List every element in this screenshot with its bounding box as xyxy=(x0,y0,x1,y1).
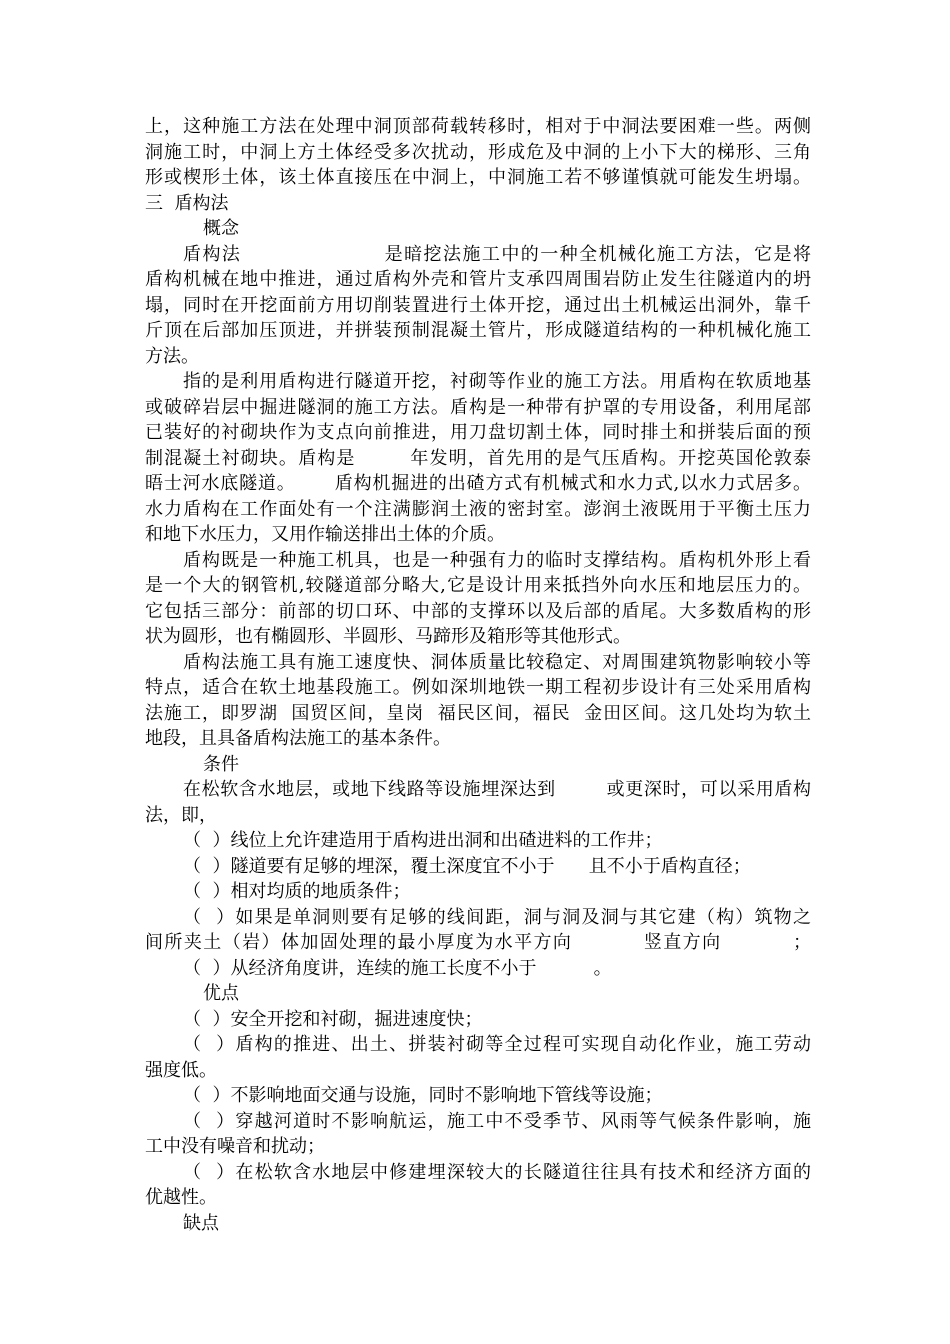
text-line: 优点 xyxy=(203,983,239,1004)
text-line: 间所夹土（岩）体加固处理的最小厚度为水平方向 竖直方向 ； xyxy=(145,932,811,953)
text-line: 概念 xyxy=(203,218,239,239)
text-line: 三 盾构法 xyxy=(145,192,229,214)
text-line: 指的是利用盾构进行隧道开挖，衬砌等作业的施工方法。用盾构在软质地基 xyxy=(183,371,811,392)
text-line: 它包括三部分：前部的切口环、中部的支撑环以及后部的盾尾。大多数盾构的形 xyxy=(145,600,811,622)
text-line: 法，即， xyxy=(145,804,217,826)
text-line: 盾构法施工具有施工速度快、洞体质量比较稳定、对周围建筑物影响较小等 xyxy=(183,651,811,673)
text-line: 强度低。 xyxy=(145,1059,217,1081)
text-line: （ ）从经济角度讲，连续的施工长度不小于 。 xyxy=(183,957,612,979)
text-line: 工中没有噪音和扰动； xyxy=(145,1136,325,1157)
text-line: 是一个大的钢管机,较隧道部分略大,它是设计用来抵挡外向水压和地层压力的。 xyxy=(145,575,811,596)
text-line: （ ）线位上允许建造用于盾构进出洞和出碴进料的工作井； xyxy=(183,830,663,851)
document-page xyxy=(145,114,811,1236)
text-line: 法施工，即罗湖 国贸区间，皇岗 福民区间，福民 金田区间。这几处均为软土 xyxy=(145,702,811,724)
text-line: （ ）在松软含水地层中修建埋深较大的长隧道往往具有技术和经济方面的 xyxy=(183,1161,811,1183)
text-line: 制混凝土衬砌块。盾构是 年发明，首先用的是气压盾构。开挖英国伦敦泰 xyxy=(145,447,811,469)
text-line: （ ）隧道要有足够的埋深，覆土深度宜不小于 且不小于盾构直径； xyxy=(183,855,751,877)
text-line: 晤士河水底隧道。 盾构机掘进的出碴方式有机械式和水力式,以水力式居多。 xyxy=(145,473,811,494)
text-line: 盾构法 是暗挖法施工中的一种全机械化施工方法，它是将 xyxy=(183,243,811,265)
text-line: （ ）相对均质的地质条件； xyxy=(183,881,411,902)
text-line: 上，这种施工方法在处理中洞顶部荷载转移时，相对于中洞法要困难一些。两侧 xyxy=(145,116,811,137)
text-line: 盾构既是一种施工机具，也是一种强有力的临时支撑结构。盾构机外形上看 xyxy=(183,549,811,571)
text-line: 洞施工时，中洞上方土体经受多次扰动，形成危及中洞的上小下大的梯形、三角 xyxy=(145,141,811,163)
text-line: 缺点 xyxy=(183,1212,219,1234)
text-line: 地段，且具备盾构法施工的基本条件。 xyxy=(145,728,451,749)
text-line: 斤顶在后部加压顶进，并拼装预制混凝土管片，形成隧道结构的一种机械化施工 xyxy=(145,320,811,341)
text-line: 方法。 xyxy=(145,345,199,367)
text-line: （ ）如果是单洞则要有足够的线间距，洞与洞及洞与其它建（构）筑物之 xyxy=(183,906,811,928)
text-line: 条件 xyxy=(203,753,239,775)
text-line: （ ）穿越河道时不影响航运，施工中不受季节、风雨等气候条件影响，施 xyxy=(183,1110,811,1132)
text-line: 盾构机械在地中推进，通过盾构外壳和管片支承四周围岩防止发生往隧道内的坍 xyxy=(145,269,811,290)
text-line: 特点，适合在软土地基段施工。例如深圳地铁一期工程初步设计有三处采用盾构 xyxy=(145,677,811,698)
text-line: 或破碎岩层中掘进隧洞的施工方法。盾构是一种带有护罩的专用设备，利用尾部 xyxy=(145,396,811,418)
text-line: 优越性。 xyxy=(145,1187,217,1208)
text-line: 塌，同时在开挖面前方用切削装置进行土体开挖，通过出土机械运出洞外，靠千 xyxy=(145,294,811,316)
text-line: （ ）盾构的推进、出土、拼装衬砌等全过程可实现自动化作业，施工劳动 xyxy=(183,1034,811,1055)
text-line: 水力盾构在工作面处有一个注满膨润土液的密封室。澎润土液既用于平衡土压力 xyxy=(145,498,811,520)
text-line: 状为圆形，也有椭圆形、半圆形、马蹄形及箱形等其他形式。 xyxy=(145,626,631,647)
text-line: 已装好的衬砌块作为支点向前推进，用刀盘切割土体，同时排土和拼装后面的预 xyxy=(145,422,811,443)
text-line: 和地下水压力，又用作输送排出土体的介质。 xyxy=(145,524,505,545)
text-line: 在松软含水地层，或地下线路等设施埋深达到 或更深时，可以采用盾构 xyxy=(183,779,811,800)
text-line: （ ）安全开挖和衬砌，掘进速度快； xyxy=(183,1008,483,1030)
text-line: 形或楔形土体，该土体直接压在中洞上，中洞施工若不够谨慎就可能发生坍塌。 xyxy=(145,167,811,188)
text-line: （ ）不影响地面交通与设施，同时不影响地下管线等设施； xyxy=(183,1085,663,1106)
